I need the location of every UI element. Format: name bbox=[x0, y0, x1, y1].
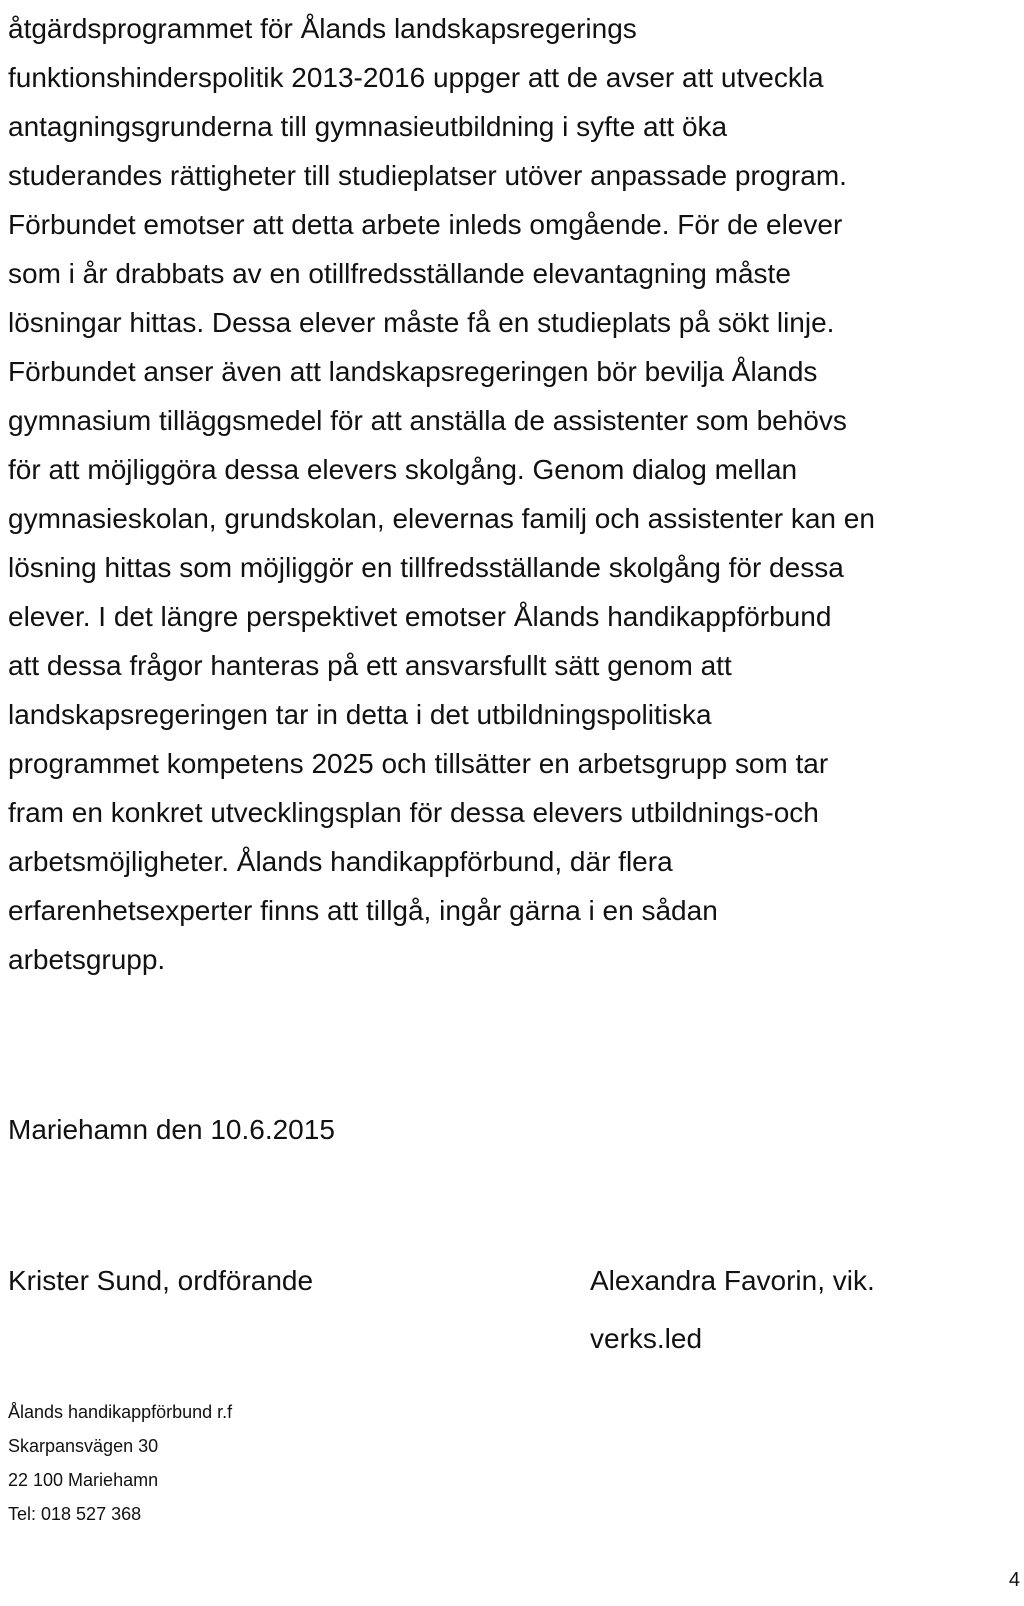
body-line-14: att dessa frågor hanteras på ett ansvarsfullt sätt genom att bbox=[8, 650, 732, 681]
contact-street: Skarpansvägen 30 bbox=[8, 1436, 159, 1456]
signatory-director-title: verks.led bbox=[590, 1323, 703, 1354]
body-line-7: lösningar hittas. Dessa elever måste få en studieplats på sökt linje. bbox=[8, 307, 835, 338]
body-paragraph bbox=[8, 4, 1016, 984]
signatory-director-name: Alexandra Favorin, vik. bbox=[590, 1265, 875, 1296]
body-line-5: Förbundet emotser att detta arbete inleds omgående. För de elever bbox=[8, 209, 843, 240]
body-line-2: funktionshinderspolitik 2013-2016 uppger att de avser att utveckla bbox=[8, 62, 824, 93]
body-line-3: antagningsgrunderna till gymnasieutbildning i syfte att öka bbox=[8, 111, 728, 142]
body-line-6: som i år drabbats av en otillfredsställande elevantagning måste bbox=[8, 258, 791, 289]
body-line-19: erfarenhetsexperter finns att tillgå, ingår gärna i en sådan bbox=[8, 895, 718, 926]
signatory-chair: Krister Sund, ordförande bbox=[8, 1265, 314, 1296]
body-line-8: Förbundet anser även att landskapsregeringen bör bevilja Ålands bbox=[8, 356, 818, 387]
signatory-director bbox=[590, 1252, 875, 1368]
body-line-13: elever. I det längre perspektivet emotser Ålands handikappförbund bbox=[8, 601, 832, 632]
body-line-20: arbetsgrupp. bbox=[8, 944, 166, 975]
page-number: 4 bbox=[1008, 1569, 1020, 1591]
body-line-17: fram en konkret utvecklingsplan för dessa elevers utbildnings-och bbox=[8, 797, 819, 828]
contact-organization: Ålands handikappförbund r.f bbox=[8, 1402, 233, 1422]
body-line-4: studerandes rättigheter till studieplatser utöver anpassade program. bbox=[8, 160, 847, 191]
contact-postal: 22 100 Mariehamn bbox=[8, 1470, 159, 1490]
place-and-date: Mariehamn den 10.6.2015 bbox=[8, 1114, 335, 1145]
contact-block bbox=[8, 1395, 232, 1531]
body-line-9: gymnasium tilläggsmedel för att anställa de assistenter som behövs bbox=[8, 405, 847, 436]
contact-phone: Tel: 018 527 368 bbox=[8, 1504, 142, 1524]
body-line-12: lösning hittas som möjliggör en tillfredsställande skolgång för dessa bbox=[8, 552, 844, 583]
body-line-16: programmet kompetens 2025 och tillsätter en arbetsgrupp som tar bbox=[8, 748, 829, 779]
body-line-18: arbetsmöjligheter. Ålands handikappförbund, där flera bbox=[8, 846, 673, 877]
body-line-11: gymnasieskolan, grundskolan, elevernas familj och assistenter kan en bbox=[8, 503, 875, 534]
body-line-10: för att möjliggöra dessa elevers skolgång. Genom dialog mellan bbox=[8, 454, 798, 485]
body-line-1: åtgärdsprogrammet för Ålands landskapsregerings bbox=[8, 13, 637, 44]
body-line-15: landskapsregeringen tar in detta i det utbildningspolitiska bbox=[8, 699, 712, 730]
